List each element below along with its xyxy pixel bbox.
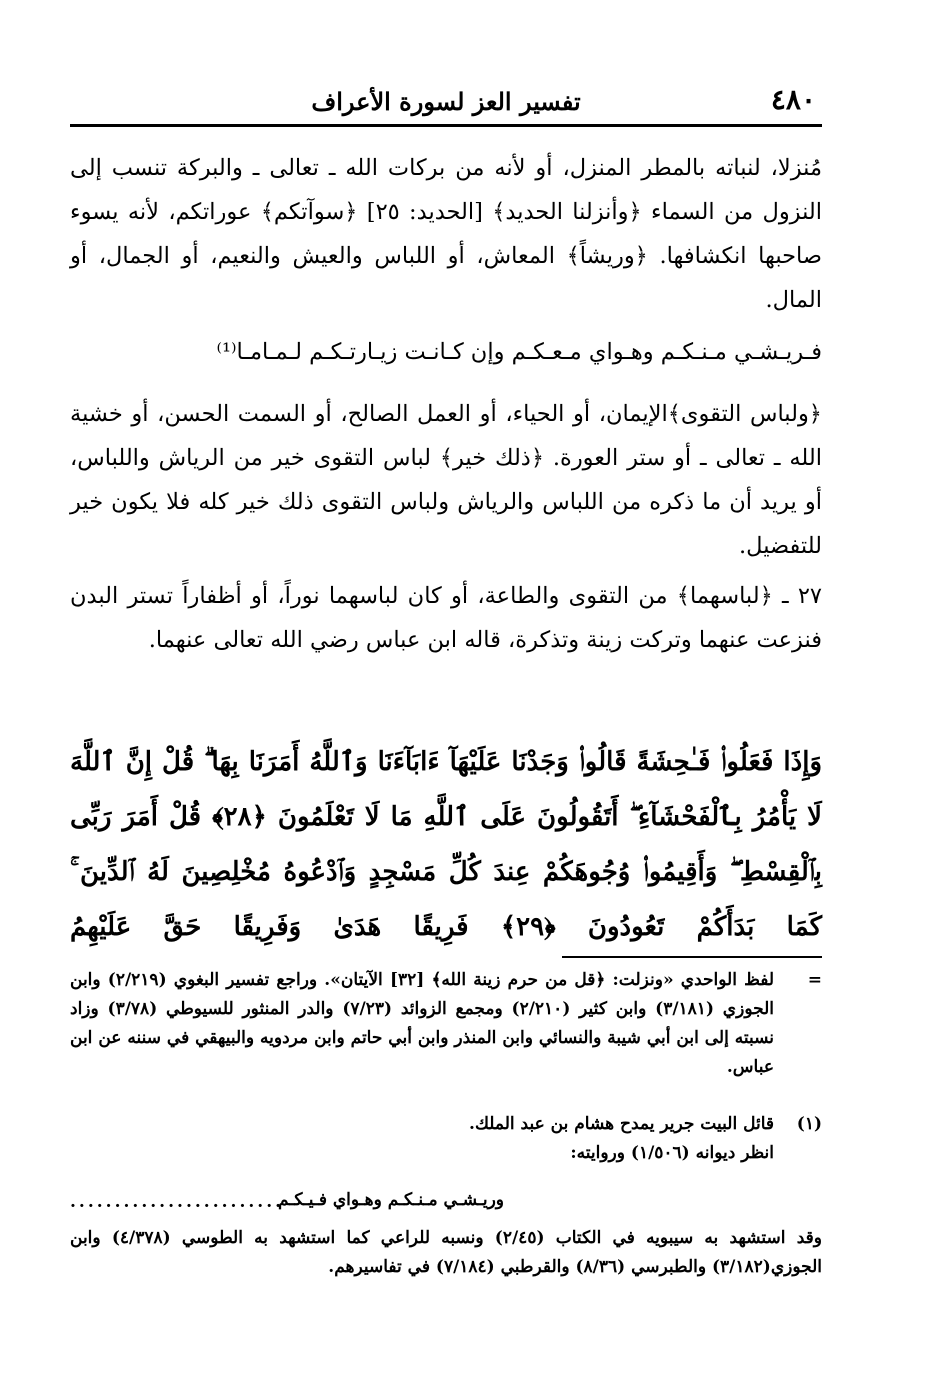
running-title: تفسير العز لسورة الأعراف — [311, 87, 581, 116]
page — [70, 80, 822, 1320]
paragraph-3: ٢٧ ـ ﴿لباسهما﴾ من التقوى والطاعة، أو كان لباسهما نوراً، أو أظفاراً تستر البدن فنزعت عنهما وتركت زينة وتذكرة، قاله ابن عباس رضي الله تعالى عنهما. — [70, 583, 822, 653]
footnote-1-line-2: انظر ديوانه (١/٥٠٦) وروايته: — [570, 1143, 774, 1163]
footnote-1-dots: ........................ — [70, 1192, 285, 1212]
footnote-continuation-text: لفظ الواحدي «ونزلت: ﴿قل من حرم زينة الله﴾ [٣٢] الآيتان». وراجع تفسير البغوي (٢/٢١٩) وابن الجوزي (٣/١٨١) وابن كثير (٢/٢١٠) ومجمع الزوائد (٧/٢٣) والدر المنثور للسيوطي (٣/٧٨) وزاد نسبته إلى ابن أبي شيبة والنسائي وابن المنذر وابن أبي حاتم وابن مردويه والبيهقي في سننه عن ابن عباس. — [70, 970, 774, 1077]
quran-verses: وَإِذَا فَعَلُوا۟ فَـٰحِشَةً قَالُوا۟ وَجَدْنَا عَلَيْهَآ ءَابَآءَنَا وَٱللَّهُ أَمَرَنَا بِهَا ۗ قُلْ إِنَّ ٱللَّهَ لَا يَأْمُرُ بِٱلْفَحْشَآءِ ۖ أَتَقُولُونَ عَلَى ٱللَّهِ مَا لَا تَعْلَمُونَ ﴿٢٨﴾ قُلْ أَمَرَ رَبِّى بِٱلْقِسْطِ ۖ وَأَقِيمُوا۟ وُجُوهَكُمْ عِندَ كُلِّ مَسْجِدٍ وَٱدْعُوهُ مُخْلِصِينَ لَهُ ٱلدِّينَ ۚ كَمَا بَدَأَكُمْ تَعُودُونَ ﴿٢٩﴾ فَرِيقًا هَدَىٰ وَفَرِيقًا حَقَّ عَلَيْهِمُ — [70, 747, 822, 942]
footnote-rule — [562, 956, 822, 958]
footnote-1-citation — [70, 1224, 822, 1282]
footnote-continuation-marker: = — [807, 970, 822, 990]
footnote-1-verse: وريـشـي مـنـكـم وهـواي فـيـكـم — [278, 1190, 504, 1210]
paragraph-1: مُنزلا، لنباته بالمطر المنزل، أو لأنه من بركات الله ـ تعالى ـ والبركة تنسب إلى النزول من السماء ﴿وأنزلنا الحديد﴾ [الحديد: ٢٥] ﴿سوآتكم﴾ عوراتكم، لأنه يسوء صاحبها انكشافها. ﴿وريشاً﴾ المعاش، أو اللباس والعيش والنعيم، أو الجمال، أو المال. — [70, 155, 822, 313]
page-header — [70, 80, 822, 127]
poetry-verse: فـريـشـي مـنـكـم وهـواي مـعـكـم وإن كـانـت زيـارتـكـم لـمـامـا⁽¹⁾ — [216, 339, 822, 365]
footnote-1 — [70, 1110, 822, 1168]
footnote-1-line-1: قائل البيت جرير يمدح هشام بن عبد الملك. — [469, 1114, 774, 1134]
paragraph-2: ﴿ولباس التقوى﴾الإيمان، أو الحياء، أو العمل الصالح، أو السمت الحسن، أو خشية الله ـ تعالى ـ أو ستر العورة. ﴿ذلك خير﴾ لباس التقوى خير من الرياش واللباس، أو يريد أن ما ذكره من اللباس والرياش ولباس التقوى ذلك خير كله فلا يكون خير للتفضيل. — [70, 401, 822, 559]
footnote-1-line-4: وقد استشهد به سيبويه في الكتاب (٢/٤٥) ونسبه للراعي كما استشهد به الطوسي (٤/٣٧٨) وابن الجوزي(٣/١٨٢) والطبرسي (٨/٣٦) والقرطبي (٧/١٨٤) في تفاسيرهم. — [70, 1228, 822, 1277]
page-number: ٤٨٠ — [770, 83, 816, 116]
footnote-1-marker: (١) — [796, 1114, 822, 1134]
footnote-continuation — [70, 966, 822, 1082]
